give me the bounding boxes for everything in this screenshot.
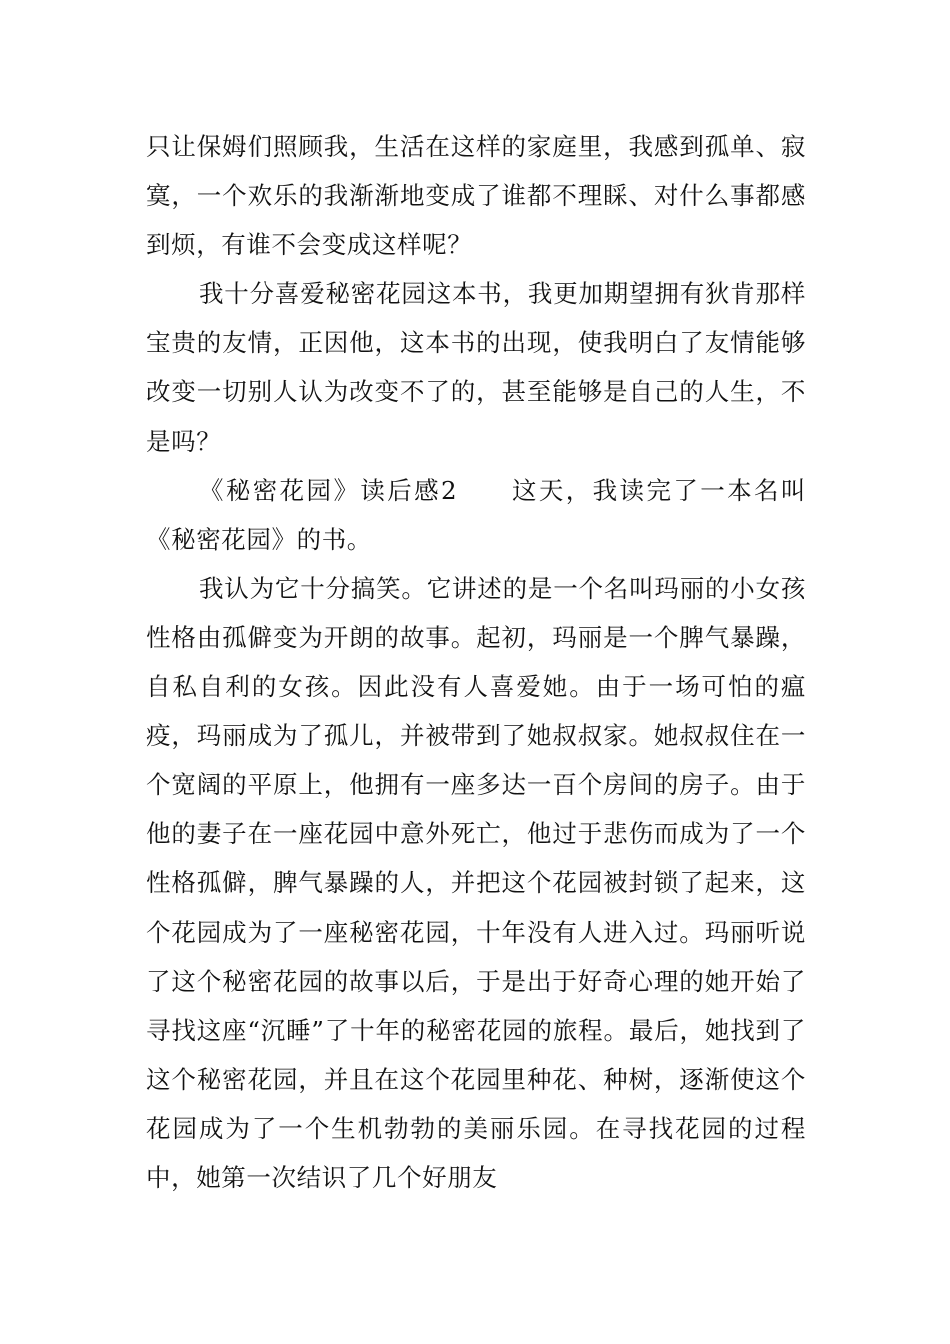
paragraph-1: 只让保姆们照顾我，生活在这样的家庭里，我感到孤单、寂寞，一个欢乐的我渐渐地变成了谁都不理睬、对什么事都感到烦，有谁不会变成这样呢？ [146,132,806,260]
section-heading: 《秘密花园》读后感2 [199,475,458,505]
body-text [146,122,806,1202]
paragraph-2: 我十分喜爱秘密花园这本书，我更加期望拥有狄肯那样宝贵的友情，正因他，这本书的出现，使我明白了友情能够改变一切别人认为改变不了的，甚至能够是自己的人生，不是吗？ [146,279,806,456]
paragraph-3 [146,466,806,564]
paragraph-3-text: 这天，我读完了一本名叫《秘密花园》的书。 [146,475,806,554]
paragraph-4: 我认为它十分搞笑。它讲述的是一个名叫玛丽的小女孩性格由孤僻变为开朗的故事。起初，玛丽是一个脾气暴躁，自私自利的女孩。因此没有人喜爱她。由于一场可怕的瘟疫，玛丽成为了孤儿，并被带到了她叔叔家。她叔叔住在一个宽阔的平原上，他拥有一座多达一百个房间的房子。由于他的妻子在一座花园中意外死亡，他过于悲伤而成为了一个性格孤僻，脾气暴躁的人，并把这个花园被封锁了起来，这个花园成为了一座秘密花园，十年没有人进入过。玛丽听说了这个秘密花园的故事以后，于是出于好奇心理的她开始了寻找这座“沉睡”了十年的秘密花园的旅程。最后，她找到了这个秘密花园，并且在这个花园里种花、种树，逐渐使这个花园成为了一个生机勃勃的美丽乐园。在寻找花园的过程中，她第一次结识了几个好朋友 [146,573,806,1192]
